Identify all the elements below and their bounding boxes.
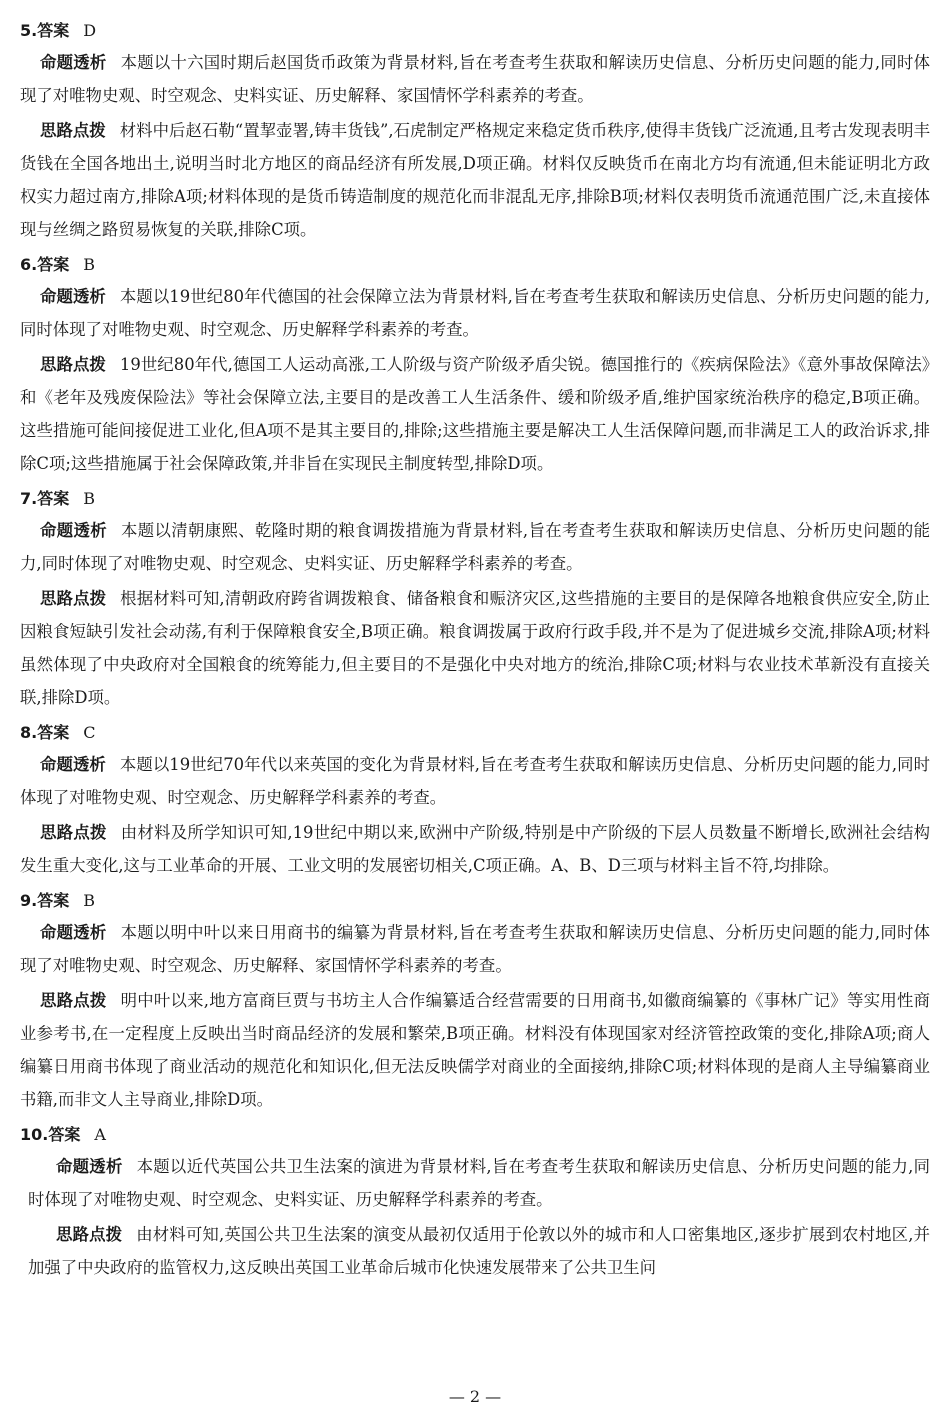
analysis-label: 命题透析 xyxy=(40,287,106,306)
analysis-paragraph xyxy=(20,280,930,346)
answer-line xyxy=(20,1120,930,1150)
hint-paragraph xyxy=(20,114,930,246)
analysis-text: 本题以近代英国公共卫生法案的演进为背景材料,旨在考查考生获取和解读历史信息、分析历史问题的能力,同时体现了对唯物史观、时空观念、史料实证、历史解释学科素养的考查。 xyxy=(28,1157,931,1209)
analysis-paragraph xyxy=(20,1150,930,1216)
hint-label: 思路点拨 xyxy=(40,355,106,374)
hint-text: 由材料可知,英国公共卫生法案的演变从最初仅适用于伦敦以外的城市和人口密集地区,逐步扩展到农村地区,并加强了中央政府的监管权力,这反映出英国工业革命后城市化快速发展带来了公共卫生问 xyxy=(28,1225,930,1277)
question-number: 9. xyxy=(20,891,38,910)
hint-label: 思路点拨 xyxy=(40,121,106,140)
hint-text: 根据材料可知,清朝政府跨省调拨粮食、储备粮食和赈济灾区,这些措施的主要目的是保障各地粮食供应安全,防止因粮食短缺引发社会动荡,有利于保障粮食安全,B项正确。粮食调拨属于政府行政手段,并不是为了促进城乡交流,排除A项;材料虽然体现了中央政府对全国粮食的统筹能力,但主要目的不是强化中央对地方的统治,排除C项;材料与农业技术革新没有直接关联,排除D项。 xyxy=(20,589,931,707)
hint-paragraph xyxy=(20,348,930,480)
answer-item-5 xyxy=(20,16,930,246)
analysis-text: 本题以清朝康熙、乾隆时期的粮食调拨措施为背景材料,旨在考查考生获取和解读历史信息、分析历史问题的能力,同时体现了对唯物史观、时空观念、史料实证、历史解释学科素养的考查。 xyxy=(20,521,930,573)
hint-label: 思路点拨 xyxy=(56,1225,123,1244)
answer-value: B xyxy=(83,891,95,910)
answer-value: C xyxy=(83,723,96,742)
answer-label: 答案 xyxy=(37,489,70,508)
question-number: 8. xyxy=(20,723,38,742)
answer-value: D xyxy=(83,21,97,40)
answer-line xyxy=(20,886,930,916)
answer-item-6 xyxy=(20,250,930,480)
hint-paragraph xyxy=(20,1218,930,1284)
analysis-text: 本题以明中叶以来日用商书的编纂为背景材料,旨在考查考生获取和解读历史信息、分析历史问题的能力,同时体现了对唯物史观、时空观念、历史解释、家国情怀学科素养的考查。 xyxy=(20,923,931,975)
answer-item-9 xyxy=(20,886,930,1116)
question-number: 6. xyxy=(20,255,38,274)
answer-line xyxy=(20,718,930,748)
analysis-label: 命题透析 xyxy=(40,923,107,942)
answer-label: 答案 xyxy=(37,891,70,910)
answer-value: B xyxy=(83,255,95,274)
hint-paragraph xyxy=(20,984,930,1116)
hint-text: 19世纪80年代,德国工人运动高涨,工人阶级与资产阶级矛盾尖锐。德国推行的《疾病保险法》《意外事故保障法》和《老年及残废保险法》等社会保障立法,主要目的是改善工人生活条件、缓和阶级矛盾,维护国家统治秩序的稳定,B项正确。这些措施可能间接促进工业化,但A项不是其主要目的,排除;这些措施主要是解决工人生活保障问题,而非满足工人的政治诉求,排除C项;这些措施属于社会保障政策,并非旨在实现民主制度转型,排除D项。 xyxy=(20,355,931,473)
answer-value: B xyxy=(83,489,95,508)
answer-line xyxy=(20,16,930,46)
analysis-label: 命题透析 xyxy=(40,53,107,72)
hint-label: 思路点拨 xyxy=(40,589,107,608)
answer-line xyxy=(20,484,930,514)
hint-text: 由材料及所学知识可知,19世纪中期以来,欧洲中产阶级,特别是中产阶级的下层人员数量不断增长,欧洲社会结构发生重大变化,这与工业革命的开展、工业文明的发展密切相关,C项正确。A、B、D三项与材料主旨不符,均排除。 xyxy=(20,823,931,875)
answer-line xyxy=(20,250,930,280)
hint-label: 思路点拨 xyxy=(40,823,107,842)
analysis-paragraph xyxy=(20,514,930,580)
analysis-label: 命题透析 xyxy=(40,521,107,540)
analysis-label: 命题透析 xyxy=(56,1157,123,1176)
answer-label: 答案 xyxy=(37,21,70,40)
hint-text: 明中叶以来,地方富商巨贾与书坊主人合作编纂适合经营需要的日用商书,如徽商编纂的《事林广记》等实用性商业参考书,在一定程度上反映出当时商品经济的发展和繁荣,B项正确。材料没有体现国家对经济管控政策的变化,排除A项;商人编纂日用商书体现了商业活动的规范化和知识化,但无法反映儒学对商业的全面接纳,排除C项;材料体现的是商人主导编纂商业书籍,而非文人主导商业,排除D项。 xyxy=(20,991,931,1109)
answer-item-8 xyxy=(20,718,930,882)
hint-text: 材料中后赵石勒“置挈壶署,铸丰货钱”,石虎制定严格规定来稳定货币秩序,使得丰货钱广泛流通,且考古发现表明丰货钱在全国各地出土,说明当时北方地区的商品经济有所发展,D项正确。材料仅反映货币在南北方均有流通,但未能证明北方政权实力超过南方,排除A项;材料体现的是货币铸造制度的规范化而非混乱无序,排除B项;材料仅表明货币流通范围广泛,未直接体现与丝绸之路贸易恢复的关联,排除C项。 xyxy=(20,121,930,239)
answer-item-10 xyxy=(20,1120,930,1284)
analysis-paragraph xyxy=(20,46,930,112)
hint-label: 思路点拨 xyxy=(40,991,107,1010)
hint-paragraph xyxy=(20,582,930,714)
answer-label: 答案 xyxy=(37,723,70,742)
question-number: 5. xyxy=(20,21,38,40)
analysis-paragraph xyxy=(20,916,930,982)
answer-label: 答案 xyxy=(37,255,70,274)
answer-value: A xyxy=(94,1125,106,1144)
hint-paragraph xyxy=(20,816,930,882)
analysis-label: 命题透析 xyxy=(40,755,106,774)
analysis-text: 本题以19世纪70年代以来英国的变化为背景材料,旨在考查考生获取和解读历史信息、分析历史问题的能力,同时体现了对唯物史观、时空观念、历史解释学科素养的考查。 xyxy=(20,755,930,807)
question-number: 7. xyxy=(20,489,38,508)
question-number: 10. xyxy=(20,1125,49,1144)
answer-label: 答案 xyxy=(48,1125,81,1144)
analysis-paragraph xyxy=(20,748,930,814)
page-number: — 2 — xyxy=(448,1387,502,1406)
analysis-text: 本题以19世纪80年代德国的社会保障立法为背景材料,旨在考查考生获取和解读历史信息、分析历史问题的能力,同时体现了对唯物史观、时空观念、历史解释学科素养的考查。 xyxy=(20,287,930,339)
answer-item-7 xyxy=(20,484,930,714)
analysis-text: 本题以十六国时期后赵国货币政策为背景材料,旨在考查考生获取和解读历史信息、分析历史问题的能力,同时体现了对唯物史观、时空观念、史料实证、历史解释、家国情怀学科素养的考查。 xyxy=(20,53,931,105)
